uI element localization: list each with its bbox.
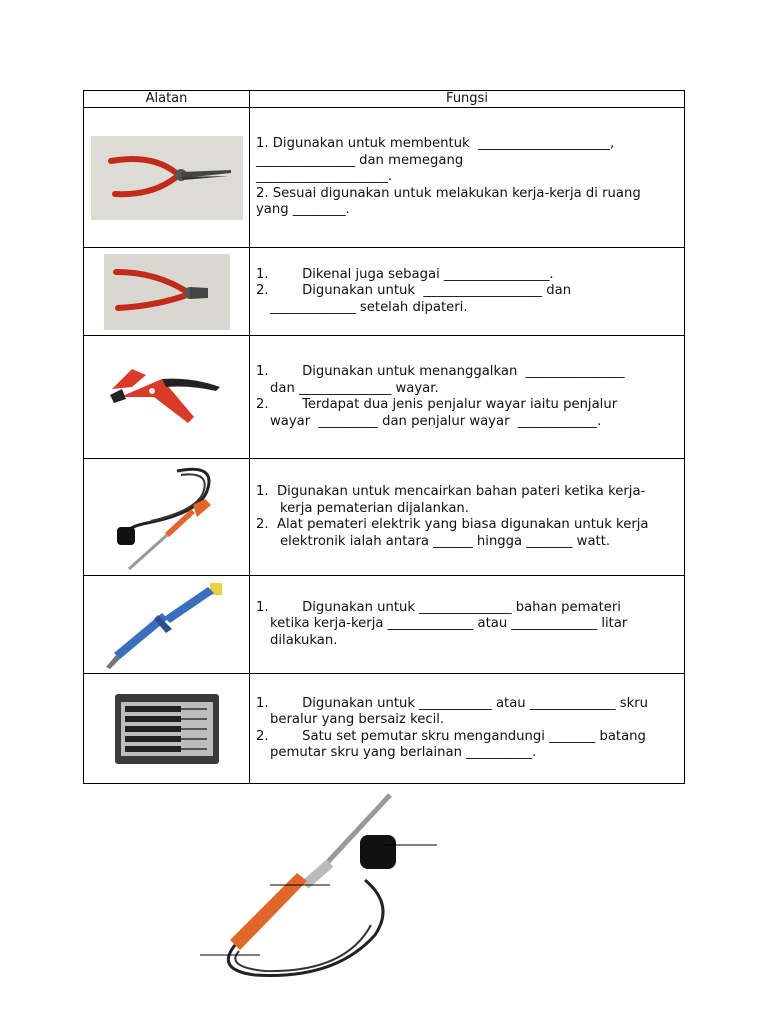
function-line: 1. Digunakan untuk mencairkan bahan pateri ketika kerja- [256, 484, 646, 499]
iron-shaft [305, 863, 330, 885]
table-row [84, 576, 685, 674]
function-line: beralur yang bersaiz kecil. [270, 712, 445, 727]
long-nose-pliers-image [91, 136, 243, 220]
function-cell [250, 674, 685, 784]
tool-cell [84, 248, 250, 336]
table-header-row [84, 91, 685, 108]
function-line: pemutar skru yang berlainan __________. [270, 745, 537, 760]
screwdriver-set-image [115, 694, 219, 764]
tool-cell [84, 336, 250, 459]
table-row [84, 674, 685, 784]
function-line: dilakukan. [270, 632, 338, 648]
wire-stripper-image [102, 357, 232, 437]
function-cell [250, 576, 685, 674]
function-line: yang ________. [256, 202, 350, 218]
function-line: 1. Digunakan untuk ______________ bahan pemateri [256, 599, 621, 615]
tool-cell [84, 108, 250, 248]
function-cell [250, 108, 685, 248]
function-line: 2. Digunakan untuk __________________ dan [256, 283, 572, 299]
function-line: 1. Digunakan untuk ___________ atau _____________ skru [256, 695, 649, 711]
function-cell [250, 336, 685, 459]
function-line: ____________________. [256, 169, 393, 185]
function-line: dan ______________ wayar. [270, 380, 439, 396]
table-row [84, 336, 685, 459]
function-line: 2. Terdapat dua jenis penjalur wayar iaitu penjalur [256, 397, 618, 412]
function-cell [250, 248, 685, 336]
tool-cell [84, 576, 250, 674]
function-line: 1. Digunakan untuk menanggalkan _______________ [256, 364, 625, 379]
tool-cell [84, 459, 250, 576]
table-row [84, 459, 685, 576]
function-line: elektronik ialah antara ______ hingga _______ watt. [280, 533, 611, 549]
tools-table [83, 90, 685, 784]
side-cutter-image [104, 254, 230, 330]
header-alatan: Alatan [84, 91, 250, 108]
power-plug [360, 835, 396, 869]
desoldering-pump-image [102, 579, 232, 671]
soldering-iron-diagram [195, 785, 445, 985]
function-line: 2. Sesuai digunakan untuk melakukan kerja-kerja di ruang [256, 185, 641, 201]
table-row [84, 108, 685, 248]
function-cell [250, 459, 685, 576]
function-line: kerja pematerian dijalankan. [280, 500, 469, 516]
function-line: _____________ setelah dipateri. [270, 299, 468, 315]
function-line: 2. Satu set pemutar skru mengandungi _______ batang [256, 728, 646, 744]
tool-cell [84, 674, 250, 784]
function-line: ketika kerja-kerja _____________ atau _____________ litar [270, 616, 628, 632]
function-line: _______________ dan memegang [256, 152, 464, 168]
function-line: wayar _________ dan penjalur wayar ____________. [270, 413, 602, 429]
function-line: 2. Alat pemateri elektrik yang biasa digunakan untuk kerja [256, 517, 649, 532]
function-line: 1. Digunakan untuk membentuk ____________________, [256, 136, 615, 152]
table-row [84, 248, 685, 336]
soldering-iron-image [107, 463, 227, 571]
header-fungsi: Fungsi [250, 91, 685, 108]
function-line: 1. Dikenal juga sebagai ________________. [256, 266, 554, 282]
